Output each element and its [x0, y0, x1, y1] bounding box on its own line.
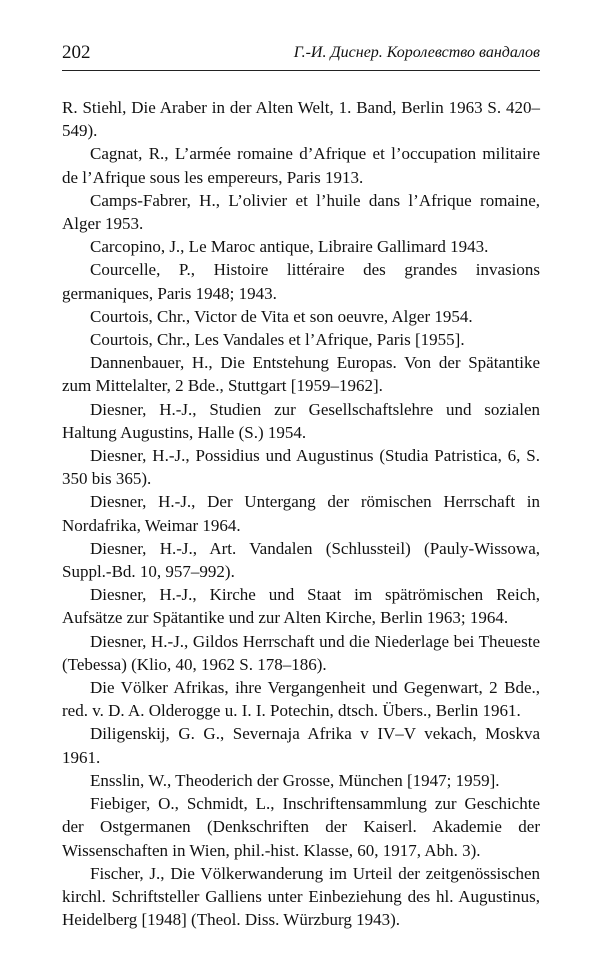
- bibliography-entry: Diesner, H.-J., Kirche und Staat im spätrömischen Reich, Aufsätze zur Spätantike und zur Alten Kirche, Berlin 1963; 1964.: [62, 585, 540, 628]
- bibliography-entry: R. Stiehl, Die Araber in der Alten Welt, 1. Band, Berlin 1963 S. 420–549).: [62, 98, 540, 141]
- bibliography-entry: Carcopino, J., Le Maroc antique, Libraire Gallimard 1943.: [90, 237, 489, 257]
- bibliography-entry: Camps-Fabrer, H., L’olivier et l’huile dans l’Afrique romaine, Alger 1953.: [62, 190, 540, 234]
- bibliography-list: [62, 96, 540, 931]
- bibliography-entry: Courcelle, P., Histoire littéraire des grandes invasions germaniques, Paris 1948; 1943.: [62, 260, 540, 303]
- bibliography-entry: Courtois, Chr., Les Vandales et l’Afrique, Paris [1955].: [90, 330, 465, 350]
- bibliography-entry: Courtois, Chr., Victor de Vita et son oeuvre, Alger 1954.: [90, 306, 473, 326]
- bibliography-entry: Ensslin, W., Theoderich der Grosse, München [1947; 1959].: [90, 770, 500, 790]
- bibliography-entry: Diesner, H.-J., Studien zur Gesellschaftslehre und sozialen Haltung Augustins, Halle (S.) 1954.: [62, 399, 540, 442]
- running-title: Г.-И. Диснер. Королевство вандалов: [293, 44, 540, 61]
- bibliography-entry: Fiebiger, O., Schmidt, L., Inschriftensammlung zur Geschichte der Ostgermanen (Denkschriften der Kaiserl. Akademie der Wissenschaften in Wien, phil.-hist. Klasse, 60, 1917, Abh. 3).: [62, 794, 540, 860]
- bibliography-entry: Fischer, J., Die Völkerwanderung im Urteil der zeitgenössischen kirchl. Schriftsteller Galliens unter Einbeziehung des hl. Augustinus, Heidelberg [1948] (Theol. Diss. Würzburg 1943).: [62, 863, 540, 930]
- bibliography-entry: Cagnat, R., L’armée romaine d’Afrique et l’occupation militaire de l’Afrique sous les empereurs, Paris 1913.: [62, 144, 540, 187]
- page-number: 202: [62, 42, 91, 63]
- bibliography-entry: Diesner, H.-J., Art. Vandalen (Schlussteil) (Pauly-Wissowa, Suppl.-Bd. 10, 957–992).: [62, 538, 540, 582]
- bibliography-entry: Diesner, H.-J., Possidius und Augustinus (Studia Patristica, 6, S. 350 bis 365).: [62, 446, 540, 489]
- bibliography-entry: Diligenskij, G. G., Severnaja Afrika v IV–V vekach, Moskva 1961.: [62, 724, 540, 767]
- page-header: [62, 40, 540, 71]
- bibliography-entry: Diesner, H.-J., Der Untergang der römischen Herrschaft in Nordafrika, Weimar 1964.: [62, 492, 540, 535]
- bibliography-entry: Die Völker Afrikas, ihre Vergangenheit und Gegenwart, 2 Bde., red. v. D. A. Olderogge u. I. I. Potechin, dtsch. Übers., Berlin 1961.: [62, 678, 540, 721]
- bibliography-entry: Diesner, H.-J., Gildos Herrschaft und die Niederlage bei Theueste (Tebessa) (Klio, 40, 1962 S. 178–186).: [62, 631, 540, 674]
- bibliography-entry: Dannenbauer, H., Die Entstehung Europas. Von der Spätantike zum Mittelalter, 2 Bde., Stuttgart [1959–1962].: [62, 353, 540, 396]
